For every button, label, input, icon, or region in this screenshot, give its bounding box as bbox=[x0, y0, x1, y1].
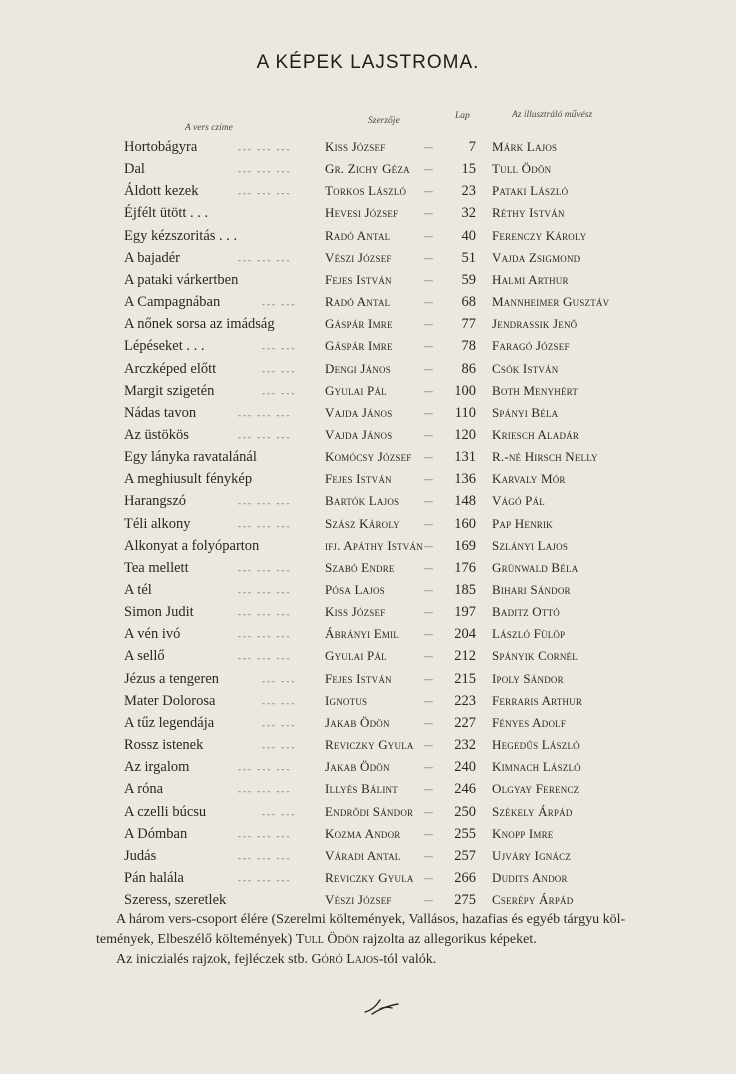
leader-dots: --- --- bbox=[262, 299, 297, 310]
poem-title: Nádas tavon bbox=[124, 404, 197, 421]
poem-author: Reviczky Gyula bbox=[325, 737, 414, 753]
page-number: --- 197 bbox=[440, 603, 476, 621]
poem-title: A Dómban bbox=[124, 825, 188, 842]
page-number: --- 240 bbox=[440, 758, 476, 776]
poem-author: Pósa Lajos bbox=[325, 582, 385, 597]
poem-title: A czelli búcsu bbox=[124, 803, 207, 820]
footnote-line-3-start: Az iniczialés rajzok, fejléczek stb. bbox=[116, 952, 312, 967]
leader-dots: --- --- --- bbox=[238, 852, 292, 863]
poem-title: A meghiusult fénykép bbox=[124, 471, 253, 488]
leader-dots: --- --- bbox=[262, 719, 297, 730]
page-number: --- 100 bbox=[440, 382, 476, 400]
poem-title: Éjfélt ütött . . . bbox=[124, 205, 209, 222]
ornament-icon bbox=[362, 996, 402, 1018]
poem-author: Szász Károly bbox=[325, 515, 400, 531]
table-row bbox=[0, 647, 736, 669]
poem-title: Rossz istenek bbox=[124, 737, 204, 754]
page-number: --- 77 bbox=[440, 315, 476, 333]
leader-dots: --- --- --- bbox=[238, 764, 292, 775]
footnote-line-2 bbox=[96, 930, 716, 950]
table-row bbox=[0, 138, 736, 160]
page-number: --- 204 bbox=[440, 625, 476, 643]
poem-title: Mater Dolorosa bbox=[124, 692, 216, 709]
page-number: --- 51 bbox=[440, 249, 476, 267]
table-row bbox=[0, 515, 736, 537]
page-number: --- 255 bbox=[440, 825, 476, 843]
table-row bbox=[0, 404, 736, 426]
poem-author: Radó Antal bbox=[325, 227, 391, 243]
page-number: --- 68 bbox=[440, 293, 476, 311]
illustrator-name: Pap Henrik bbox=[492, 515, 553, 531]
poem-author: Váradi Antal bbox=[325, 847, 401, 863]
leader-dots: --- --- bbox=[262, 697, 297, 708]
page-number: --- 110 bbox=[440, 404, 476, 422]
illustrator-name: Grünwald Béla bbox=[492, 559, 579, 575]
table-row bbox=[0, 603, 736, 625]
table-row bbox=[0, 227, 736, 249]
poem-title: Egy kézszoritás . . . bbox=[124, 227, 238, 244]
leader-dots: --- --- --- bbox=[238, 564, 292, 575]
poem-title: Arczképed előtt bbox=[124, 360, 217, 377]
poem-title: A róna bbox=[124, 781, 164, 798]
illustrator-name: Jendrassik Jenő bbox=[492, 316, 578, 332]
leader-dots: --- --- --- bbox=[238, 587, 292, 597]
poem-title: Simon Judit bbox=[124, 604, 194, 621]
poem-author: Radó Antal bbox=[325, 294, 391, 310]
table-row bbox=[0, 692, 736, 714]
poem-title: Pán halála bbox=[124, 869, 184, 886]
poem-author: Komócsy József bbox=[325, 449, 412, 465]
illustrator-name: Kriesch Aladár bbox=[492, 426, 580, 442]
page-number: --- 250 bbox=[440, 803, 476, 821]
poem-title: Áldott kezek bbox=[124, 183, 199, 200]
poem-title: Egy lányka ravatalánál bbox=[124, 449, 257, 466]
page-title: A KÉPEK LAJSTROMA. bbox=[256, 52, 480, 73]
illustrator-name: Fényes Adolf bbox=[492, 714, 567, 730]
poem-author: Ábrányi Emil bbox=[325, 626, 399, 642]
illustrator-name: R.-né Hirsch Nelly bbox=[492, 449, 598, 465]
illustrator-name: Spányik Cornél bbox=[492, 648, 578, 664]
poem-title: Alkonyat a folyóparton bbox=[124, 537, 260, 554]
illustrator-name: Tull Ödön bbox=[492, 161, 552, 177]
table-row bbox=[0, 426, 736, 448]
poem-author: Gáspár Imre bbox=[325, 338, 393, 354]
illustrator-name: Székely Árpád bbox=[492, 803, 573, 819]
poem-author: Kiss József bbox=[325, 139, 386, 154]
illustrator-name: Halmi Arthur bbox=[492, 271, 569, 287]
illustrator-name: Spányi Béla bbox=[492, 404, 559, 420]
leader-dots: --- --- --- bbox=[238, 874, 292, 885]
table-row bbox=[0, 293, 736, 315]
poem-author: Gáspár Imre bbox=[325, 316, 393, 332]
poem-author: Kozma Andor bbox=[325, 825, 401, 841]
poem-author: Bartók Lajos bbox=[325, 493, 400, 509]
poem-title: Lépéseket . . . bbox=[124, 338, 205, 355]
poem-author: ifj. Apáthy István bbox=[325, 537, 423, 553]
illustrator-name: Szlányi Lajos bbox=[492, 537, 569, 553]
page-number: --- 275 bbox=[440, 891, 476, 909]
poem-author: Fejes István bbox=[325, 471, 392, 487]
footnote-line-2-end: rajzolta az allegorikus képeket. bbox=[359, 932, 537, 947]
poem-author: Vészi József bbox=[325, 892, 392, 908]
illustrator-name: Hegedűs László bbox=[492, 737, 580, 753]
poem-author: Vészi József bbox=[325, 249, 392, 265]
column-header-author: Szerzője bbox=[368, 116, 400, 126]
poem-author: Kiss József bbox=[325, 604, 386, 620]
page-number: --- 32 bbox=[440, 204, 476, 222]
poem-title: Jézus a tengeren bbox=[124, 670, 220, 687]
leader-dots: --- --- --- bbox=[238, 166, 292, 177]
table-row bbox=[0, 537, 736, 559]
table-row bbox=[0, 382, 736, 404]
leader-dots: --- --- --- bbox=[238, 431, 292, 442]
illustrator-name: Ferenczy Károly bbox=[492, 227, 587, 243]
leader-dots: --- --- --- bbox=[238, 409, 292, 420]
page-number: --- 223 bbox=[440, 692, 476, 710]
poem-author: Endrődi Sándor bbox=[325, 803, 414, 819]
table-row bbox=[0, 714, 736, 736]
table-row bbox=[0, 581, 736, 603]
leader-dots: --- --- bbox=[262, 343, 297, 354]
table-row bbox=[0, 448, 736, 470]
poem-title: A tél bbox=[124, 582, 152, 598]
footnote bbox=[96, 910, 716, 970]
poem-author: Szabó Endre bbox=[325, 559, 395, 575]
leader-dots: --- --- --- bbox=[238, 786, 292, 797]
poem-title: Dal bbox=[124, 161, 145, 178]
poem-author: Gr. Zichy Géza bbox=[325, 161, 410, 177]
poem-author: Vajda János bbox=[325, 404, 393, 420]
page-number: --- 148 bbox=[440, 492, 476, 510]
poem-author: Reviczky Gyula bbox=[325, 869, 414, 885]
illustrator-name: Dudits Andor bbox=[492, 869, 568, 885]
table-row bbox=[0, 470, 736, 492]
table-row bbox=[0, 204, 736, 226]
leader-dots: --- --- bbox=[262, 387, 297, 398]
page-number: --- 23 bbox=[440, 182, 476, 200]
table-row bbox=[0, 670, 736, 692]
page-number: --- 246 bbox=[440, 780, 476, 798]
illustrator-name: Ujváry Ignácz bbox=[492, 847, 572, 863]
page-number: --- 257 bbox=[440, 847, 476, 865]
illustrator-name: Olgyay Ferencz bbox=[492, 781, 580, 797]
illustrator-name: Pataki László bbox=[492, 183, 569, 199]
poem-author: Gyulai Pál bbox=[325, 648, 387, 664]
table-row bbox=[0, 360, 736, 382]
poem-title: Hortobágyra bbox=[124, 139, 198, 155]
illustrator-name: Karvaly Mór bbox=[492, 471, 566, 487]
poem-title: Harangszó bbox=[124, 493, 187, 510]
poem-author: Illyés Bálint bbox=[325, 781, 398, 797]
illustrator-name: Cserépy Árpád bbox=[492, 892, 574, 908]
poem-author: Jakab Ödön bbox=[325, 759, 390, 775]
poem-title: A nőnek sorsa az imádság bbox=[124, 316, 275, 333]
page-number: --- 227 bbox=[440, 714, 476, 732]
table-row bbox=[0, 160, 736, 182]
table-row bbox=[0, 780, 736, 802]
illustrator-name: Mannheimer Gusztáv bbox=[492, 294, 610, 310]
table-row bbox=[0, 559, 736, 581]
page-number: --- 185 bbox=[440, 581, 476, 599]
leader-dots: --- --- --- bbox=[238, 830, 292, 841]
illustrator-name: Vajda Zsigmond bbox=[492, 249, 581, 265]
column-header-page: Lap bbox=[455, 111, 470, 121]
leader-dots: --- --- --- bbox=[238, 144, 292, 154]
page-number: --- 86 bbox=[440, 360, 476, 378]
illustrator-name: Márk Lajos bbox=[492, 139, 558, 154]
poem-title: Tea mellett bbox=[124, 559, 189, 576]
leader-dots: --- --- --- bbox=[238, 653, 292, 664]
poem-title: A bajadér bbox=[124, 249, 180, 266]
footnote-line-3-end: -tól valók. bbox=[378, 952, 437, 967]
poem-author: Fejes István bbox=[325, 670, 392, 686]
page-number: --- 136 bbox=[440, 470, 476, 488]
poem-title: A Campagnában bbox=[124, 294, 221, 311]
table-row bbox=[0, 803, 736, 825]
poem-title: A sellő bbox=[124, 648, 165, 665]
page-number: --- 160 bbox=[440, 515, 476, 533]
footnote-line-1: A három vers-csoport élére (Szerelmi költemények, Vallásos, hazafias és egyéb tárgyu köl- bbox=[116, 912, 626, 927]
leader-dots: --- --- bbox=[262, 365, 297, 376]
leader-dots: --- --- bbox=[262, 675, 297, 686]
table-row bbox=[0, 847, 736, 869]
poem-author: Vajda János bbox=[325, 426, 393, 442]
page-number: --- 266 bbox=[440, 869, 476, 887]
poem-title: Téli alkony bbox=[124, 515, 191, 532]
illustrator-name: Baditz Ottó bbox=[492, 604, 560, 620]
footnote-illustrator-name: Góró Lajos bbox=[311, 952, 379, 967]
footnote-artist-name: Tull Ödön bbox=[295, 932, 360, 947]
poem-author: Jakab Ödön bbox=[325, 714, 390, 730]
leader-dots: --- --- --- bbox=[238, 254, 292, 265]
poem-title: Judás bbox=[124, 847, 157, 864]
poem-author: Gyulai Pál bbox=[325, 382, 387, 398]
poem-author: Fejes István bbox=[325, 271, 392, 287]
poem-author: Hevesi József bbox=[325, 205, 399, 221]
illustrator-name: Knopp Imre bbox=[492, 825, 554, 841]
page-number: --- 131 bbox=[440, 448, 476, 466]
page-number: --- 232 bbox=[440, 736, 476, 754]
page-number: --- 59 bbox=[440, 271, 476, 289]
leader-dots: --- --- --- bbox=[238, 498, 292, 509]
table-row bbox=[0, 315, 736, 337]
poem-title: Az üstökös bbox=[124, 426, 189, 443]
table-row bbox=[0, 182, 736, 204]
page-number: --- 169 bbox=[440, 537, 476, 555]
poem-author: Dengi János bbox=[325, 360, 391, 376]
poem-author: Torkos László bbox=[325, 183, 407, 199]
footnote-line-2-start: temények, Elbeszélő költemények) bbox=[96, 932, 296, 947]
poem-title: Az irgalom bbox=[124, 759, 190, 776]
table-row bbox=[0, 337, 736, 359]
table-row bbox=[0, 825, 736, 847]
table-row bbox=[0, 492, 736, 514]
poem-title: Margit szigetén bbox=[124, 382, 215, 399]
page-number: --- 176 bbox=[440, 559, 476, 577]
poem-author: Ignotus bbox=[325, 692, 368, 708]
leader-dots: --- --- --- bbox=[238, 631, 292, 642]
page-number: --- 7 bbox=[440, 138, 476, 156]
table-row bbox=[0, 271, 736, 293]
table-row bbox=[0, 736, 736, 758]
page-number: --- 78 bbox=[440, 337, 476, 355]
illustrator-name: Bihari Sándor bbox=[492, 582, 571, 597]
illustrator-name: Faragó József bbox=[492, 338, 570, 354]
illustrator-name: Kimnach László bbox=[492, 759, 581, 775]
column-header-title: A vers czíme bbox=[185, 123, 233, 133]
illustrator-name: László Fülöp bbox=[492, 626, 566, 642]
poem-title: Szeress, szeretlek bbox=[124, 892, 227, 909]
poem-title: A vén ivó bbox=[124, 626, 181, 643]
poem-title: A tűz legendája bbox=[124, 714, 215, 731]
page-number: --- 15 bbox=[440, 160, 476, 178]
table-row bbox=[0, 249, 736, 271]
page-number: --- 120 bbox=[440, 426, 476, 444]
table-row bbox=[0, 869, 736, 891]
illustrator-name: Ipoly Sándor bbox=[492, 670, 564, 686]
leader-dots: --- --- bbox=[262, 742, 297, 753]
leader-dots: --- --- bbox=[262, 808, 297, 819]
leader-dots: --- --- --- bbox=[238, 188, 292, 199]
table-row bbox=[0, 758, 736, 780]
illustrator-name: Vágó Pál bbox=[492, 493, 545, 509]
leader-dots: --- --- --- bbox=[238, 520, 292, 531]
leader-dots: --- --- --- bbox=[238, 609, 292, 620]
illustrator-name: Ferraris Arthur bbox=[492, 692, 583, 708]
page-number: --- 40 bbox=[440, 227, 476, 245]
page-number: --- 212 bbox=[440, 647, 476, 665]
illustrator-name: Csók István bbox=[492, 360, 559, 376]
illustrator-name: Réthy István bbox=[492, 205, 565, 221]
column-header-artist: Az illusztráló művész bbox=[512, 110, 593, 120]
illustrator-name: Both Menyhért bbox=[492, 382, 579, 398]
table-row bbox=[0, 625, 736, 647]
page-number: --- 215 bbox=[440, 670, 476, 688]
footnote-line-3 bbox=[96, 950, 716, 970]
poem-title: A pataki várkertben bbox=[124, 271, 239, 288]
